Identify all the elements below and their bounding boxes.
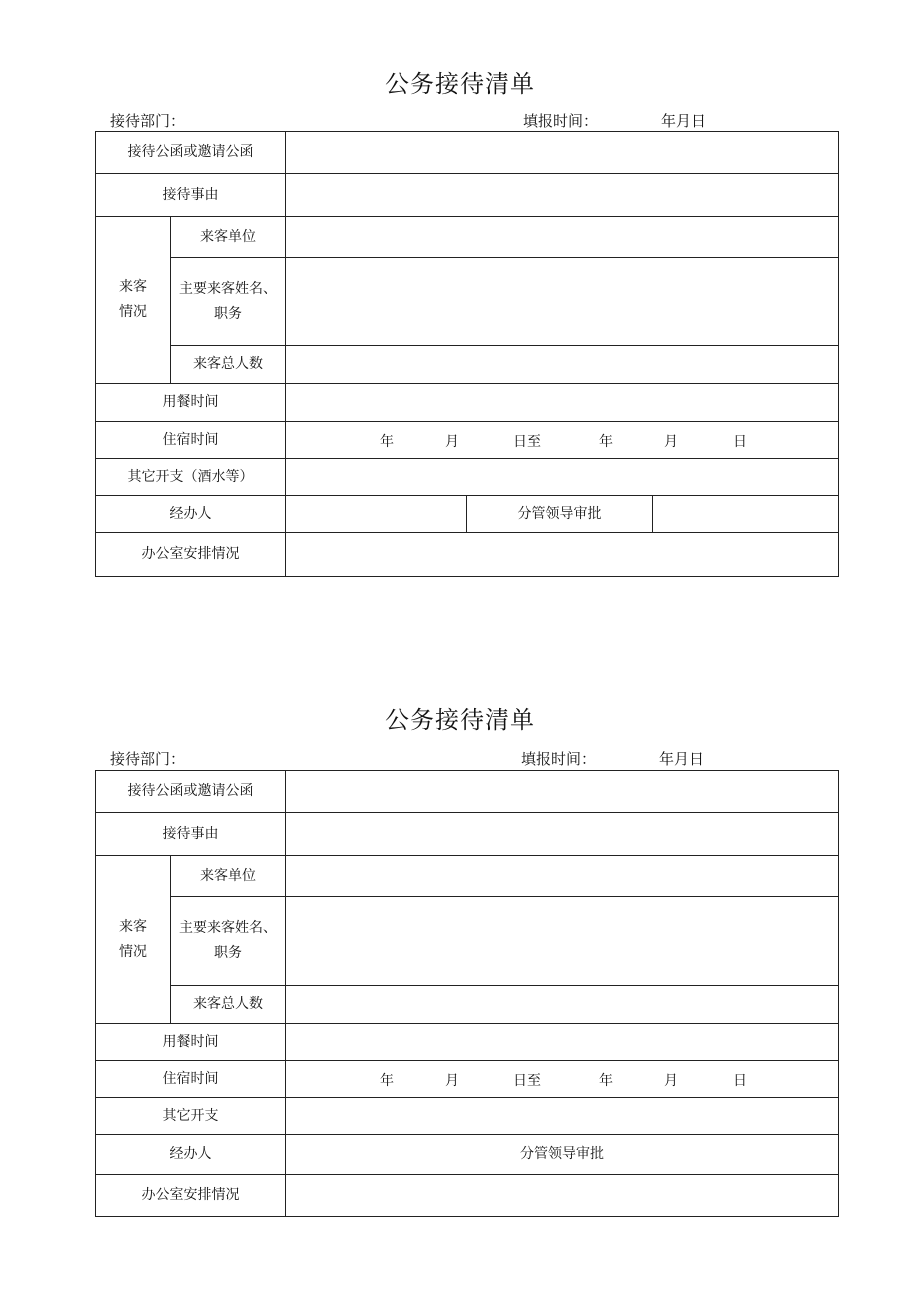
- guest-info-group-label: 来客 情况: [119, 279, 147, 320]
- official-letter-label: 接待公函或邀请公函: [127, 783, 254, 799]
- other-expenses-label: 其它开支: [162, 1107, 219, 1124]
- approval-label: 分管领导审批: [520, 1146, 604, 1162]
- date-part-month-start: 月: [445, 1073, 459, 1089]
- date-part-month-end: 月: [664, 1073, 678, 1089]
- date-part-year-start: 年: [380, 434, 394, 450]
- office-arrangement-label: 办公室安排情况: [141, 546, 240, 562]
- guest-names-field[interactable]: [286, 897, 838, 985]
- fill-time-value: 年月日: [659, 750, 705, 768]
- date-part-year-end: 年: [599, 1073, 613, 1089]
- lodging-time-field[interactable]: [286, 1061, 838, 1097]
- date-part-day-end: 日: [733, 434, 747, 450]
- form-title: 公务接待清单: [385, 706, 535, 734]
- meal-time-label: 用餐时间: [162, 394, 219, 410]
- guest-unit-label: 来客单位: [200, 867, 256, 884]
- reception-reason-field[interactable]: [286, 813, 838, 855]
- date-part-day-to: 日至: [513, 1073, 541, 1089]
- guest-unit-label: 来客单位: [200, 228, 256, 245]
- date-part-year-end: 年: [599, 434, 613, 450]
- official-letter-label: 接待公函或邀请公函: [127, 144, 254, 160]
- lodging-time-label: 住宿时间: [162, 1070, 219, 1087]
- reception-table: [95, 770, 839, 1217]
- meal-time-field[interactable]: [286, 1024, 838, 1060]
- date-part-day-to: 日至: [513, 434, 541, 450]
- guest-count-label: 来客总人数: [193, 356, 263, 372]
- official-letter-field[interactable]: [286, 771, 838, 812]
- reception-reason-label: 接待事由: [162, 825, 219, 842]
- office-arrangement-field[interactable]: [286, 1175, 838, 1216]
- approval-label: 分管领导审批: [517, 505, 602, 522]
- handler-label: 经办人: [169, 1146, 212, 1162]
- reception-reason-label: 接待事由: [162, 186, 219, 203]
- guest-unit-field[interactable]: [286, 856, 838, 896]
- date-part-month-end: 月: [664, 434, 678, 450]
- meal-time-label: 用餐时间: [162, 1033, 219, 1050]
- fill-time-label: 填报时间：: [521, 750, 597, 768]
- department-label: 接待部门：: [110, 112, 186, 130]
- department-label: 接待部门：: [110, 750, 186, 768]
- other-expenses-field[interactable]: [286, 1098, 838, 1134]
- guest-count-label: 来客总人数: [193, 996, 263, 1012]
- guest-names-label: 主要来客姓名、 职务: [179, 920, 277, 961]
- guest-info-group-label: 来客 情况: [119, 918, 147, 960]
- date-part-day-end: 日: [733, 1073, 747, 1089]
- fill-time-value: 年月日: [661, 112, 707, 130]
- handler-label: 经办人: [169, 505, 212, 522]
- fill-time-label: 填报时间：: [523, 112, 599, 130]
- lodging-time-label: 住宿时间: [162, 431, 219, 448]
- office-arrangement-label: 办公室安排情况: [141, 1187, 240, 1203]
- date-part-month-start: 月: [445, 434, 459, 450]
- date-part-year-start: 年: [380, 1073, 394, 1089]
- other-expenses-label: 其它开支（酒水等）: [127, 468, 254, 485]
- form-title: 公务接待清单: [385, 70, 535, 98]
- guest-count-field[interactable]: [286, 986, 838, 1023]
- guest-names-label: 主要来客姓名、 职务: [179, 280, 277, 322]
